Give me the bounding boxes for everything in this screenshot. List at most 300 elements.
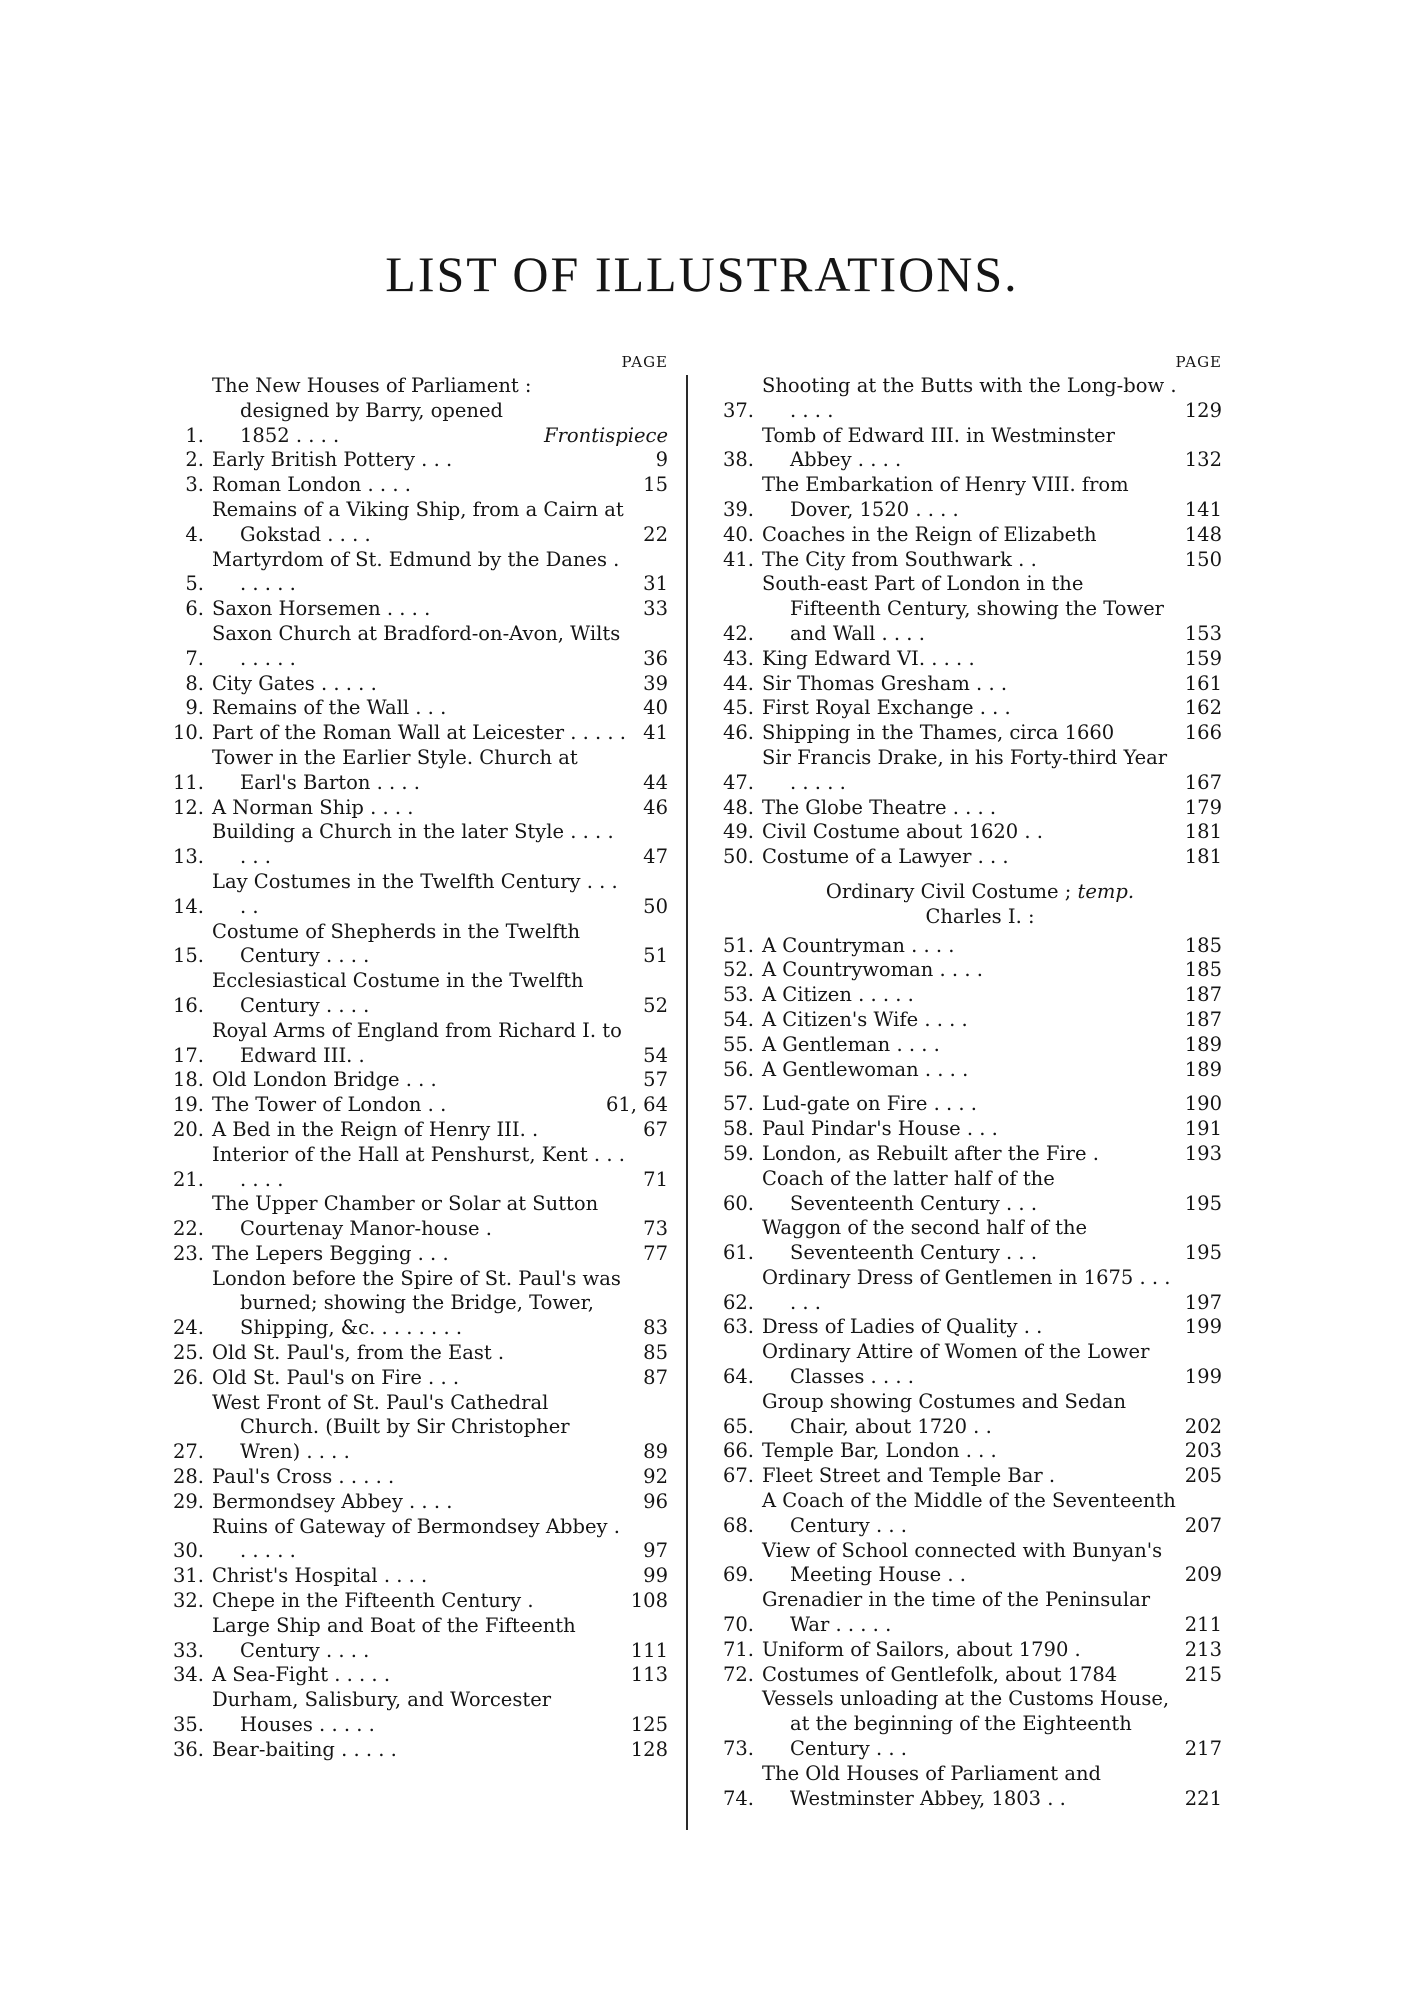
entry-number: 68. [722,1513,754,1537]
entry-page-number: 96 [643,1489,668,1513]
entry-title: A Citizen . . . . . [762,983,914,1007]
entry-title: The Upper Chamber or Solar at Sutton Courtenay Manor-house . [212,1192,599,1241]
entry-page-number: 99 [643,1564,668,1588]
entry-number: 16. [172,993,204,1017]
entry-title: Sir Thomas Gresham . . . [762,671,1008,695]
entry-page-number: 195 [1184,1191,1222,1215]
entry-title: Vessels unloading at the Customs House, at the beginning of the Eighteenth Century . . . [762,1687,1170,1761]
list-item [158,1118,668,1143]
list-item [158,1192,668,1242]
entry-page-number: 47 [643,845,668,869]
list-item [708,572,1222,646]
entry-title: Remains of the Wall . . . [212,696,447,720]
entry-page-number: 128 [630,1737,668,1761]
list-item [708,374,1222,424]
list-item [708,721,1222,746]
entry-page-number: 221 [1184,1786,1222,1810]
left-column [158,350,668,1763]
entry-number: 70. [722,1613,754,1637]
entry-page-number: 190 [1184,1092,1222,1116]
entry-title: Sir Francis Drake, in his Forty-third Year . . . . . [762,745,1168,794]
entry-number: 7. [185,646,204,670]
entry-page-number: 191 [1184,1117,1222,1141]
entry-page-number: 33 [643,597,668,621]
entry-title: Chepe in the Fifteenth Century . [212,1589,534,1613]
entry-page-number: 92 [643,1465,668,1489]
entry-title: The Lepers Begging . . . [212,1241,449,1265]
entry-number: 58. [722,1117,754,1141]
list-item [708,1117,1222,1142]
entry-title: London before the Spire of St. Paul's was burned; showing the Bridge, Tower, Shipping, &c. . . . . . . . [212,1266,621,1340]
entry-number: 55. [722,1032,754,1056]
entry-number: 64. [722,1365,754,1389]
entry-page-number: 51 [643,944,668,968]
list-item [708,934,1222,959]
entry-title: Christ's Hospital . . . . [212,1564,428,1588]
list-gap [708,1082,1222,1092]
entry-number: 17. [172,1043,204,1067]
entry-page-number: 187 [1184,983,1222,1007]
entry-title: Bear-baiting . . . . . [212,1737,397,1761]
entry-number: 45. [722,696,754,720]
list-item [708,1588,1222,1638]
entry-page-number: 85 [643,1341,668,1365]
entry-page-number: 41 [643,721,668,745]
list-item [708,983,1222,1008]
entry-number: 31. [172,1564,204,1588]
entry-page-number: 125 [630,1713,668,1737]
entry-title: A Bed in the Reign of Henry III. . [212,1117,539,1141]
list-item [708,1464,1222,1489]
list-item [708,1687,1222,1761]
entry-title: Ordinary Attire of Women of the Lower Classes . . . . [762,1340,1150,1389]
list-item [158,1490,668,1515]
entry-title: Shipping in the Thames, circa 1660 [762,721,1115,745]
entry-number: 74. [722,1786,754,1810]
list-item [708,1340,1222,1390]
entry-number: 10. [172,721,204,745]
entry-page-number: Frontispiece [544,423,668,447]
entry-page-number: 15 [643,473,668,497]
entry-title: A Sea-Fight . . . . . [212,1663,391,1687]
list-item [708,1439,1222,1464]
entry-page-number: 153 [1184,621,1222,645]
entry-number: 19. [172,1093,204,1117]
list-item [158,1391,668,1465]
entry-page-number: 113 [630,1663,668,1687]
entry-number: 63. [722,1315,754,1339]
entry-number: 37. [722,398,754,422]
entry-title: Paul Pindar's House . . . [762,1117,998,1141]
list-item [158,1589,668,1614]
section-heading [738,880,1222,930]
entry-page-number: 159 [1184,646,1222,670]
entry-title: Durham, Salisbury, and Worcester Houses . . . . . [212,1688,552,1737]
entry-title: Martyrdom of St. Edmund by the Danes . . . . . . [212,547,620,596]
entry-page-number: 207 [1184,1513,1222,1537]
entry-page-number: 111 [630,1638,668,1662]
list-item [158,920,668,970]
entry-number: 67. [722,1464,754,1488]
entry-page-number: 36 [643,646,668,670]
list-item [708,1489,1222,1539]
entry-title: The Globe Theatre . . . . [762,795,997,819]
page-column-header: PAGE [1175,353,1222,371]
entry-title: Coach of the latter half of the Seventeenth Century . . . [762,1166,1055,1215]
entry-number: 40. [722,522,754,546]
entry-page-number: 9 [655,448,668,472]
list-item [708,845,1222,870]
list-item [708,1266,1222,1316]
entry-number: 9. [185,696,204,720]
entry-number: 15. [172,944,204,968]
entry-page-number: 54 [643,1043,668,1067]
list-item [708,473,1222,523]
entry-title: Old St. Paul's, from the East . [212,1341,505,1365]
entry-title: A Gentlewoman . . . . [762,1057,969,1081]
list-item [708,1638,1222,1663]
list-item [708,647,1222,672]
entry-title: Bermondsey Abbey . . . . [212,1489,453,1513]
column-divider [686,375,688,1830]
entry-number: 59. [722,1141,754,1165]
entry-page-number: 215 [1184,1662,1222,1686]
entry-number: 60. [722,1191,754,1215]
entry-page-number: 205 [1184,1464,1222,1488]
entry-number: 39. [722,497,754,521]
entry-title: Old St. Paul's on Fire . . . [212,1365,460,1389]
entry-number: 65. [722,1414,754,1438]
entry-page-number: 44 [643,770,668,794]
entry-title: Lud-gate on Fire . . . . [762,1092,977,1116]
entry-page-number: 213 [1184,1637,1222,1661]
entry-title: The City from Southwark . . [762,547,1037,571]
entry-title: Fleet Street and Temple Bar . [762,1464,1056,1488]
entry-number: 73. [722,1737,754,1761]
entry-number: 25. [172,1341,204,1365]
list-item [708,958,1222,983]
list-item [158,1267,668,1341]
illustration-list-right-c [708,1092,1222,1811]
entry-title: Part of the Roman Wall at Leicester . . . . . [212,721,626,745]
entry-page-number: 141 [1184,497,1222,521]
entry-page-number: 181 [1184,820,1222,844]
entry-page-number: 211 [1184,1613,1222,1637]
section-heading-line2: Charles I. : [925,904,1035,928]
entry-number: 30. [172,1539,204,1563]
entry-number: 71. [722,1637,754,1661]
entry-number: 1. [185,423,204,447]
entry-title: City Gates . . . . . [212,671,377,695]
list-item [158,1515,668,1565]
entry-page-number: 132 [1184,448,1222,472]
entry-page-number: 89 [643,1440,668,1464]
entry-page-number: 179 [1184,795,1222,819]
entry-page-number: 77 [643,1241,668,1265]
entry-number: 42. [722,621,754,645]
list-item [158,796,668,821]
entry-number: 44. [722,671,754,695]
entry-title: Old London Bridge . . . [212,1068,437,1092]
entry-page-number: 199 [1184,1315,1222,1339]
entry-title: Costume of a Lawyer . . . [762,845,1009,869]
list-item [708,1033,1222,1058]
entry-number: 14. [172,894,204,918]
list-item [708,1008,1222,1033]
entry-page-number: 148 [1184,522,1222,546]
entry-page-number: 166 [1184,721,1222,745]
list-item [158,1465,668,1490]
list-item [158,1614,668,1664]
list-item [158,622,668,672]
entry-number: 11. [172,770,204,794]
entry-page-number: 22 [643,522,668,546]
entry-page-number: 129 [1184,398,1222,422]
entry-title: Early British Pottery . . . [212,448,453,472]
list-item [708,1663,1222,1688]
entry-page-number: 73 [643,1217,668,1241]
list-item [158,746,668,796]
entry-page-number: 185 [1184,958,1222,982]
list-item [158,1093,668,1118]
entry-number: 18. [172,1068,204,1092]
list-item [158,672,668,697]
illustration-list-right-b [708,934,1222,1083]
entry-page-number: 71 [643,1167,668,1191]
entry-number: 69. [722,1563,754,1587]
list-item [708,746,1222,796]
entry-page-number: 189 [1184,1032,1222,1056]
entry-title: A Citizen's Wife . . . . [762,1007,968,1031]
illustration-list-right-a [708,374,1222,870]
entry-number: 20. [172,1117,204,1141]
entry-title: Saxon Church at Bradford-on-Avon, Wilts . . . . . [212,621,621,670]
entry-title: A Countrywoman . . . . [762,958,983,982]
entry-number: 27. [172,1440,204,1464]
entry-title: Civil Costume about 1620 . . [762,820,1043,844]
list-item [158,473,668,498]
entry-page-number: 202 [1184,1414,1222,1438]
entry-number: 21. [172,1167,204,1191]
list-item [708,820,1222,845]
section-heading-italic: temp. [1077,879,1135,903]
entry-number: 38. [722,448,754,472]
list-item [158,1341,668,1366]
entry-title: Group showing Costumes and Sedan Chair, about 1720 . . [762,1389,1127,1438]
entry-number: 54. [722,1007,754,1031]
entry-number: 13. [172,845,204,869]
entry-number: 52. [722,958,754,982]
entry-page-number: 189 [1184,1057,1222,1081]
entry-title: View of School connected with Bunyan's Meeting House . . [762,1538,1163,1587]
entry-title: A Gentleman . . . . [762,1032,940,1056]
entry-page-number: 97 [643,1539,668,1563]
entry-number: 24. [172,1316,204,1340]
entry-page-number: 209 [1184,1563,1222,1587]
entry-title: The Old Houses of Parliament and Westminster Abbey, 1803 . . [762,1761,1102,1810]
entry-title: Roman London . . . . [212,473,411,497]
entry-number: 72. [722,1662,754,1686]
list-item [708,1390,1222,1440]
entry-title: Coaches in the Reign of Elizabeth [762,522,1097,546]
entry-number: 22. [172,1217,204,1241]
entry-title: Tower in the Earlier Style. Church at Earl's Barton . . . . [212,745,578,794]
entry-title: A Norman Ship . . . . [212,795,414,819]
entry-title: Paul's Cross . . . . . [212,1465,395,1489]
list-item [158,1738,668,1763]
list-item [158,1019,668,1069]
entry-number: 29. [172,1489,204,1513]
entry-number: 62. [722,1290,754,1314]
list-item [158,1688,668,1738]
list-item [708,1167,1222,1217]
entry-title: London, as Rebuilt after the Fire . [762,1141,1099,1165]
list-item [708,672,1222,697]
entry-number: 50. [722,845,754,869]
entry-title: Royal Arms of England from Richard I. to Edward III. . [212,1018,622,1067]
list-item [708,696,1222,721]
entry-page-number: 197 [1184,1290,1222,1314]
list-item [158,820,668,870]
list-item [158,498,668,548]
page-title: LIST OF ILLUSTRATIONS. [385,246,1019,302]
entry-number: 47. [722,770,754,794]
entry-number: 48. [722,795,754,819]
list-item [158,1242,668,1267]
list-item [158,1143,668,1193]
entry-number: 53. [722,983,754,1007]
entry-page-number: 87 [643,1365,668,1389]
entry-number: 56. [722,1057,754,1081]
entry-page-number: 50 [643,894,668,918]
entry-title: Interior of the Hall at Penshurst, Kent . . . . . . . [212,1142,625,1191]
entry-title: A Countryman . . . . [762,933,955,957]
entry-title: The Embarkation of Henry VIII. from Dover, 1520 . . . . [762,473,1129,521]
entry-title: Waggon of the second half of the Seventeenth Century . . . [762,1216,1088,1265]
entry-number: 2. [185,448,204,472]
list-item [708,548,1222,573]
entry-title: Temple Bar, London . . . [762,1439,997,1463]
entry-title: Large Ship and Boat of the Fifteenth Century . . . . [212,1613,576,1662]
list-item [158,969,668,1019]
list-item [708,1315,1222,1340]
list-item [708,1762,1222,1812]
entry-number: 35. [172,1713,204,1737]
illustration-list-left [158,374,668,1763]
entry-title: Ordinary Dress of Gentlemen in 1675 . . . . . . [762,1265,1171,1314]
entry-number: 23. [172,1241,204,1265]
entry-page-number: 46 [643,795,668,819]
entry-number: 6. [185,597,204,621]
entry-page-number: 185 [1184,933,1222,957]
entry-number: 51. [722,933,754,957]
entry-page-number: 181 [1184,845,1222,869]
entry-number: 49. [722,820,754,844]
entry-page-number: 57 [643,1068,668,1092]
list-item [158,1366,668,1391]
entry-number: 36. [172,1737,204,1761]
entry-page-number: 108 [630,1589,668,1613]
list-item [158,870,668,920]
list-item [158,597,668,622]
list-item [158,721,668,746]
entry-page-number: 167 [1184,770,1222,794]
entry-title: Costumes of Gentlefolk, about 1784 [762,1662,1118,1686]
entry-number: 32. [172,1589,204,1613]
entry-title: Ruins of Gateway of Bermondsey Abbey . . . . . . [212,1514,620,1563]
entry-number: 33. [172,1638,204,1662]
entry-number: 5. [185,572,204,596]
section-heading-text: Ordinary Civil Costume ; [825,879,1072,903]
list-item [708,1058,1222,1083]
list-item [708,796,1222,821]
entry-page-number: 67 [643,1117,668,1141]
entry-number: 3. [185,473,204,497]
entry-number: 46. [722,721,754,745]
entry-number: 28. [172,1465,204,1489]
entry-title: West Front of St. Paul's Cathedral Church. (Built by Sir Christopher Wren) . . . . [212,1390,570,1464]
entry-title: Grenadier in the time of the Peninsular War . . . . . [762,1588,1151,1637]
entry-page-number: 193 [1184,1141,1222,1165]
list-item [708,523,1222,548]
list-item [708,1539,1222,1589]
list-item [708,1142,1222,1167]
entry-page-number: 195 [1184,1241,1222,1265]
entry-title: Tomb of Edward III. in Westminster Abbey . . . . [762,423,1115,472]
entry-title: Dress of Ladies of Quality . . [762,1315,1043,1339]
entry-number: 26. [172,1365,204,1389]
entry-page-number: 61, 64 [605,1093,668,1117]
entry-page-number: 40 [643,696,668,720]
entry-page-number: 187 [1184,1007,1222,1031]
entry-page-number: 83 [643,1316,668,1340]
entry-number: 4. [185,522,204,546]
entry-number: 8. [185,671,204,695]
list-item [158,696,668,721]
entry-number: 66. [722,1439,754,1463]
entry-number: 43. [722,646,754,670]
entry-page-number: 161 [1184,671,1222,695]
entry-title: King Edward VI. . . . . [762,646,975,670]
list-item [158,1564,668,1589]
entry-number: 57. [722,1092,754,1116]
entry-number: 61. [722,1241,754,1265]
entry-page-number: 203 [1184,1439,1222,1463]
entry-title: Building a Church in the later Style . . . . . . . [212,820,614,869]
entry-title: Lay Costumes in the Twelfth Century . . . . . [212,869,618,918]
list-item [708,1216,1222,1266]
entry-title: South-east Part of London in the Fifteenth Century, showing the Tower and Wall . . . . [762,572,1165,645]
right-column [708,350,1222,1811]
entry-page-number: 162 [1184,696,1222,720]
entry-page-number: 217 [1184,1737,1222,1761]
entry-title: Remains of a Viking Ship, from a Cairn at Gokstad . . . . [212,497,624,546]
list-item [158,1068,668,1093]
entry-title: The Tower of London . . [212,1093,447,1117]
entry-title: A Coach of the Middle of the Seventeenth Century . . . [762,1489,1176,1537]
list-item [158,1663,668,1688]
list-item [158,374,668,448]
entry-title: First Royal Exchange . . . [762,696,1011,720]
entry-title: Costume of Shepherds in the Twelfth Century . . . . [212,919,581,968]
list-item [708,1092,1222,1117]
list-item [158,548,668,598]
entry-number: 12. [172,795,204,819]
entry-title: Ecclesiastical Costume in the Twelfth Century . . . . [212,969,584,1017]
page-column-header: PAGE [621,353,668,371]
entry-number: 41. [722,547,754,571]
entry-title: Uniform of Sailors, about 1790 . [762,1637,1081,1661]
